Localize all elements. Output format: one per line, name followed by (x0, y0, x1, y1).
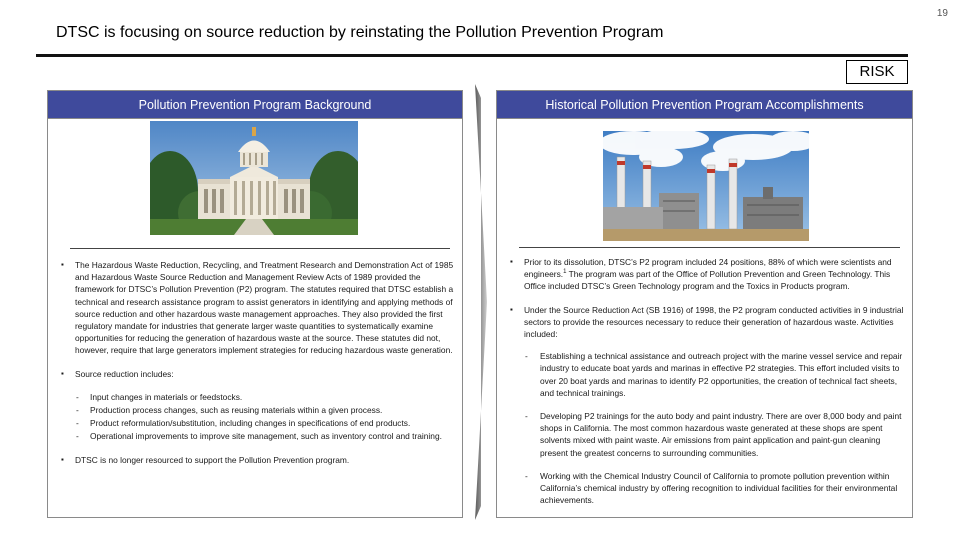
bullet-source-reduction-act (509, 304, 909, 507)
background-panel (47, 90, 463, 518)
bullet-legislation: ▪ The Hazardous Waste Reduction, Recycling, and Treatment Research and Demonstration Act of 1985 and Hazardous Waste Source Reduction and Management Review Acts of 1989 provided the framework for DTSC’s Pollution Prevention (P2) program. The statutes required that DTSC establish a technical and research assistance program to assist generators in identifying and applying methods of source reduction and other hazardous waste management approaches. They also provided the first regulatory mandate for industries that generate larger waste quantities to systematically examine opportunities for reducing the generation of hazardous waste at the source. These statutes did not, however, require that large generators implement strategies for reducing hazardous waste generation. (60, 259, 458, 357)
accomplishments-panel-header: Historical Pollution Prevention Program Accomplishments (497, 91, 912, 119)
list-item: - Developing P2 trainings for the auto body and paint industry. There are over 8,000 body and paint shops in California. The most common hazardous waste generated at these shops are spent solvents mixed with paint waste. Air emissions from paint application and paint-gun cleaning present the greatest concerns to surrounding communities. (524, 410, 909, 459)
left-panel-divider (70, 248, 450, 249)
list-item: - Input changes in materials or feedstocks. (75, 391, 458, 403)
accomplishments-content (509, 256, 909, 517)
list-item: - Establishing a technical assistance and outreach project with the marine vessel service and repair industry to educate boat yards and marinas in effective P2 strategies. This effort included visits to over 20 boat yards and marinas to identify P2 opportunities, the creation of technical fact sheets, and technical trainings. (524, 350, 909, 399)
accomplishments-panel (496, 90, 913, 518)
bullet-no-resources: ▪ DTSC is no longer resourced to support the Pollution Prevention program. (60, 454, 458, 466)
slide-title: DTSC is focusing on source reduction by reinstating the Pollution Prevention Program (56, 24, 664, 41)
right-panel-divider (519, 247, 900, 248)
bullet-p2-positions-text-a: Prior to its dissolution, DTSC’s P2 program included 24 positions, 88% of which were scientists and engineers. (524, 257, 892, 280)
page-number: 19 (936, 8, 948, 19)
bullet-source-reduction-label: Source reduction includes: (75, 368, 174, 379)
list-item: - Working with the Chemical Industry Council of California to promote pollution prevention within California’s chemical industry by offering recognition to individual facilities for their environmental achievements. (524, 470, 909, 507)
list-item: - Product reformulation/substitution, including changes in specifications of end products. (75, 417, 458, 429)
bullet-p2-positions (509, 256, 909, 293)
footnote-marker: 1 (563, 269, 567, 276)
bullet-p2-positions-text-b: The program was part of the Office of Pollution Prevention and Green Technology. This Office included DTSC’s Green Technology program and the Toxics in Products program. (524, 269, 891, 292)
activities-list (524, 350, 909, 506)
title-divider (36, 54, 908, 57)
industrial-smokestacks-photo (603, 131, 809, 241)
risk-badge: RISK (846, 60, 908, 84)
source-reduction-list (75, 391, 458, 443)
capitol-building-photo (150, 121, 358, 235)
background-content (60, 259, 458, 477)
bullet-source-reduction-act-label: Under the Source Reduction Act (SB 1916) of 1998, the P2 program conducted activities in 9 industrial sectors to provide the resources necessary to reduce their generation of hazardous waste. Activities included: (524, 304, 904, 340)
list-item: - Production process changes, such as reusing materials within a given process. (75, 404, 458, 416)
flow-arrow-divider (474, 84, 488, 520)
bullet-source-reduction (60, 368, 458, 443)
list-item: - Operational improvements to improve site management, such as inventory control and training. (75, 430, 458, 442)
background-panel-header: Pollution Prevention Program Background (48, 91, 462, 119)
